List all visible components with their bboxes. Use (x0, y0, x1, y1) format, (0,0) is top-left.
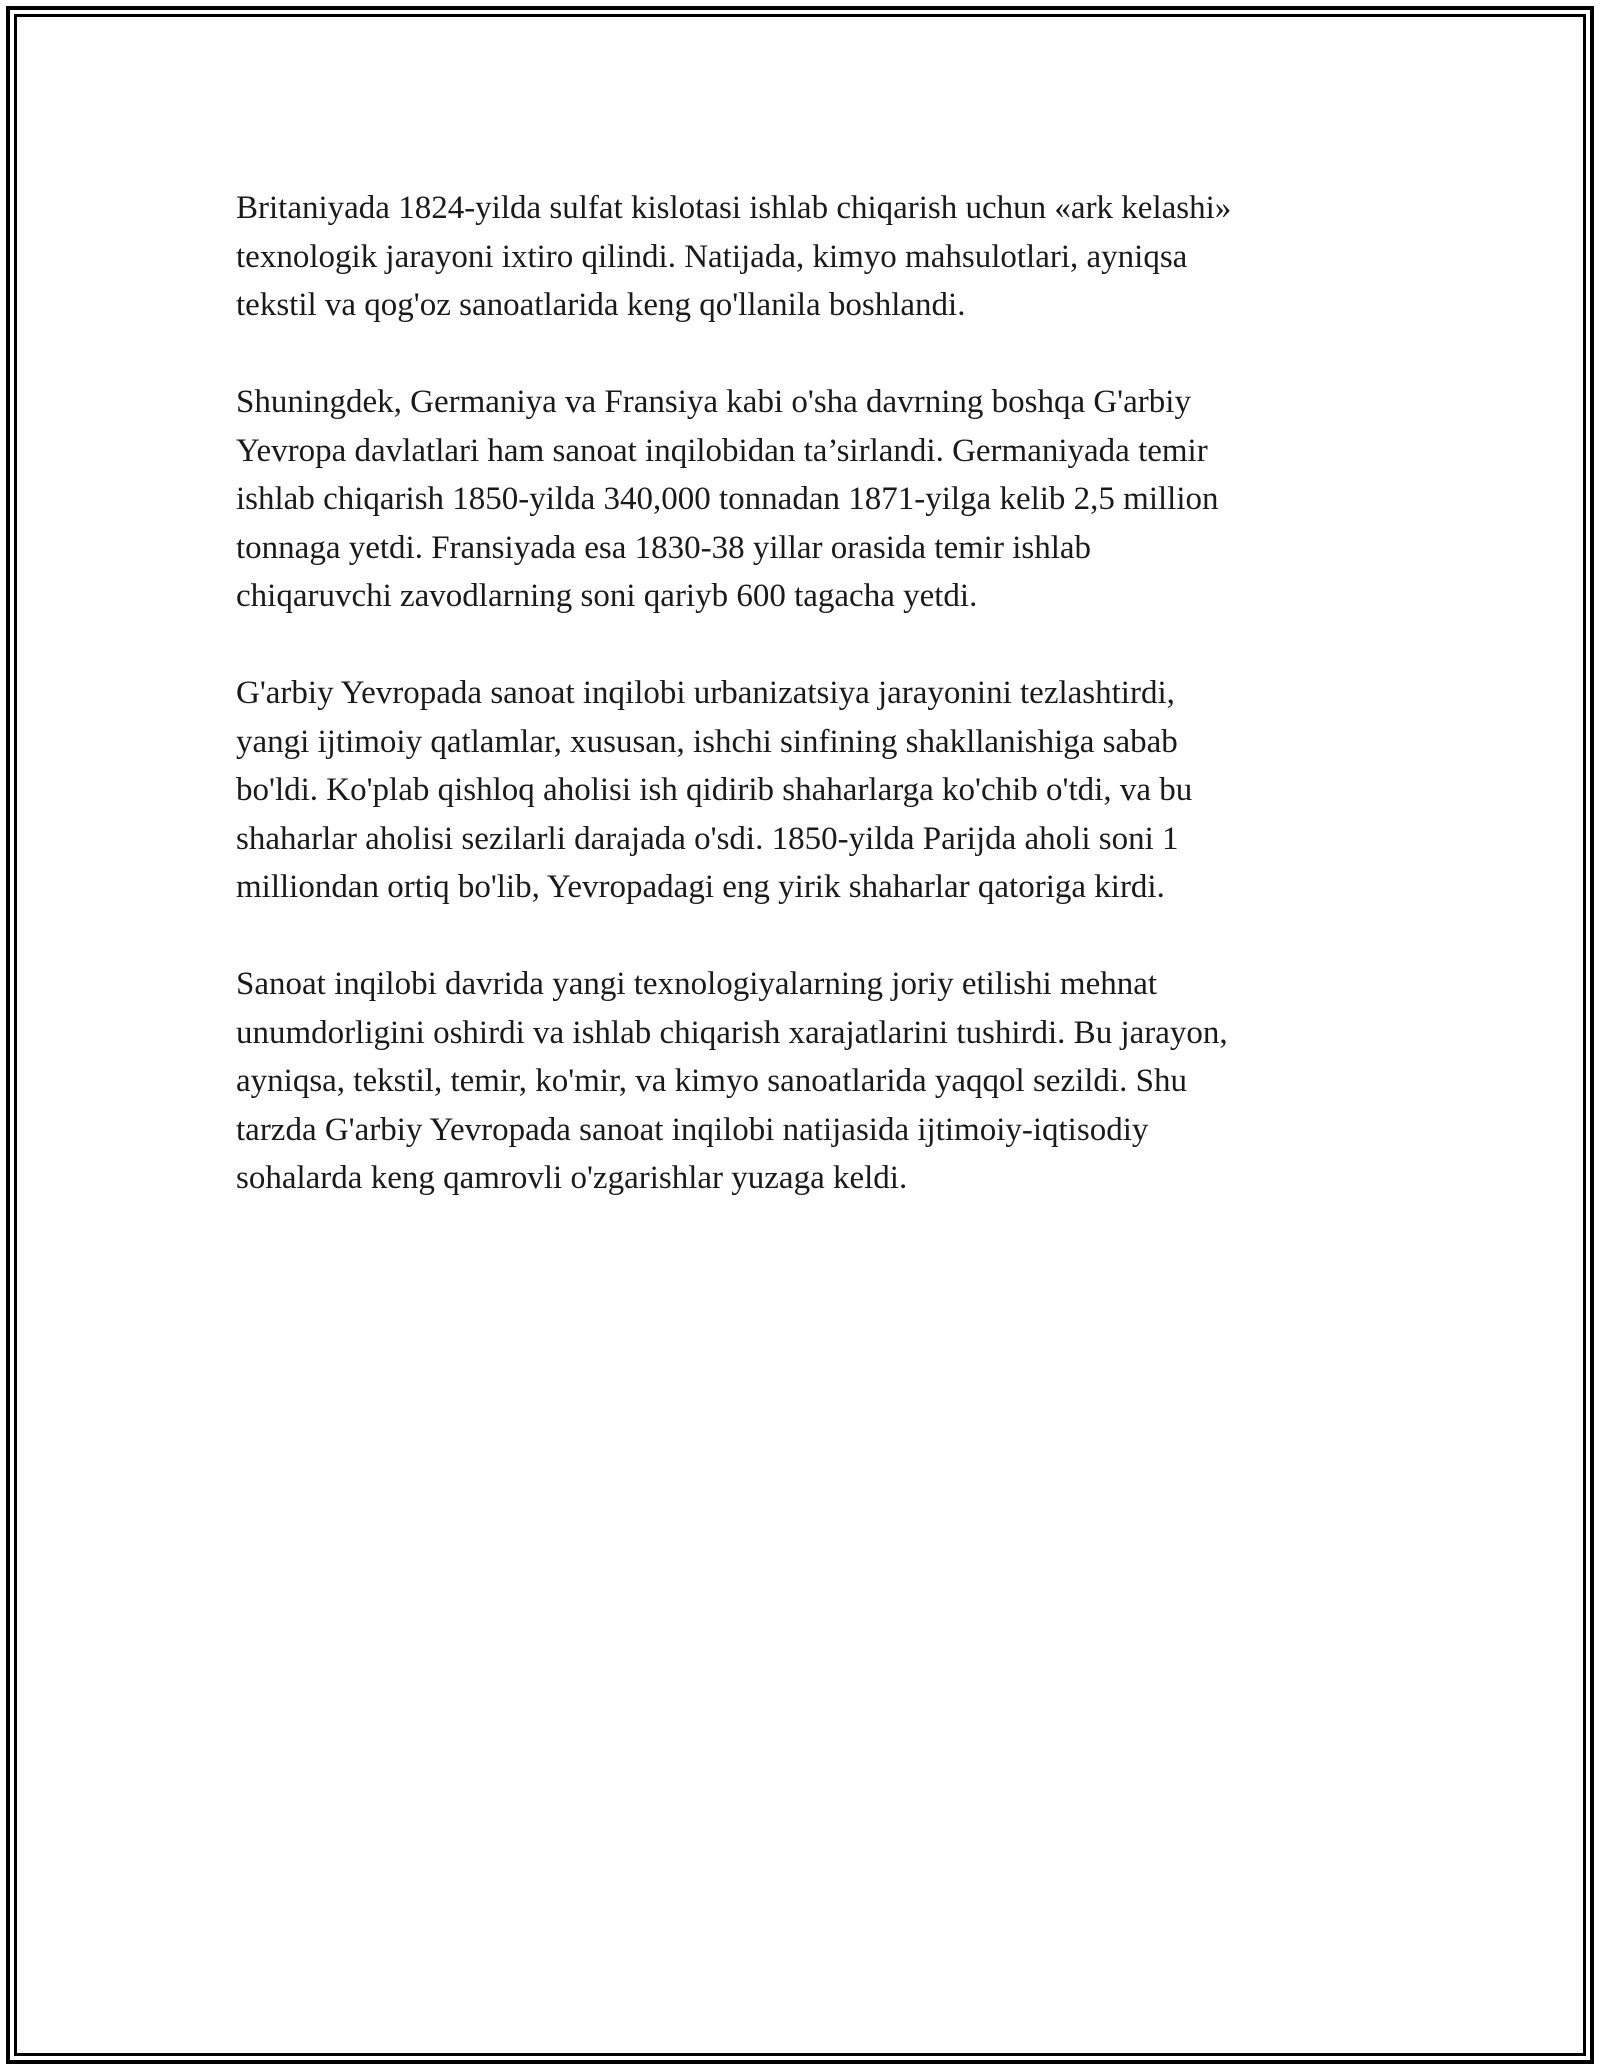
text-line: unumdorligini oshirdi va ishlab chiqarish xarajatlarini tushirdi. Bu jarayon, (236, 1014, 1228, 1051)
text-line: chiqaruvchi zavodlarning soni qariyb 600 tagacha yetdi. (236, 578, 978, 614)
text-line: milliondan ortiq bo'lib, Yevropadagi eng yirik shaharlar qatoriga kirdi. (236, 869, 1165, 905)
text-line: ayniqsa, tekstil, temir, ko'mir, va kimyo sanoatlarida yaqqol sezildi. Shu (236, 1063, 1187, 1099)
paragraph-new-technologies (236, 960, 1356, 1203)
text-line: yangi ijtimoiy qatlamlar, xususan, ishchi sinfining shakllanishiga sabab (236, 723, 1178, 760)
paragraph-urbanization (236, 669, 1356, 912)
text-line: G'arbiy Yevropada sanoat inqilobi urbanizatsiya jarayonini tezlashtirdi, (236, 675, 1175, 711)
text-line: tekstil va qog'oz sanoatlarida keng qo'llanila boshlandi. (236, 287, 966, 323)
text-line: Sanoat inqilobi davrida yangi texnologiyalarning joriy etilishi mehnat (236, 966, 1158, 1002)
text-line: Britaniyada 1824-yilda sulfat kislotasi ishlab chiqarish uchun «ark kelashi» (236, 190, 1232, 226)
text-line: tonnaga yetdi. Fransiyada esa 1830-38 yillar orasida temir ishlab (236, 529, 1092, 566)
text-line: ishlab chiqarish 1850-yilda 340,000 tonnadan 1871-yilga kelib 2,5 million (236, 481, 1219, 517)
text-line: tarzda G'arbiy Yevropada sanoat inqilobi natijasida ijtimoiy-iqtisodiy (236, 1111, 1149, 1148)
text-line: bo'ldi. Ko'plab qishloq aholisi ish qidirib shaharlarga ko'chib o'tdi, va bu (236, 772, 1193, 808)
paragraph-sulfuric-acid (236, 184, 1356, 330)
text-line: Shuningdek, Germaniya va Fransiya kabi o'sha davrning boshqa G'arbiy (236, 384, 1191, 420)
text-line: Yevropa davlatlari ham sanoat inqilobidan ta’sirlandi. Germaniyada temir (236, 432, 1208, 469)
paragraph-germany-france (236, 378, 1356, 621)
document-body (236, 184, 1356, 1251)
text-line: sohalarda keng qamrovli o'zgarishlar yuzaga keldi. (236, 1160, 908, 1196)
text-line: shaharlar aholisi sezilarli darajada o'sdi. 1850-yilda Parijda aholi soni 1 (236, 820, 1179, 857)
text-line: texnologik jarayoni ixtiro qilindi. Natijada, kimyo mahsulotlari, ayniqsa (236, 238, 1188, 275)
